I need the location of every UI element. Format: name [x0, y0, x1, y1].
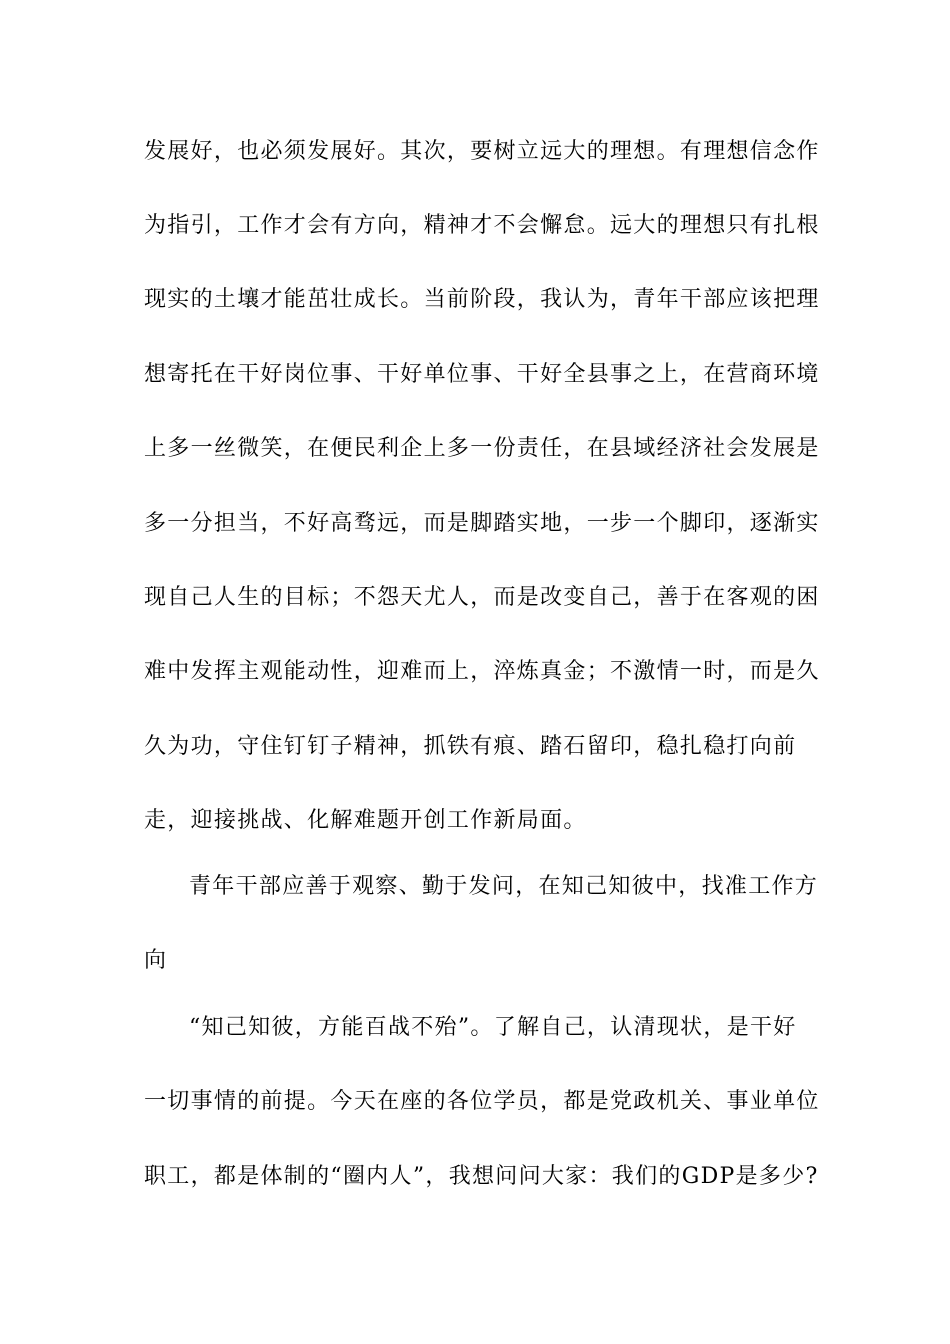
- text-line: 一切事情的前提。今天在座的各位学员，都是党政机关、事业单位: [144, 1089, 820, 1114]
- section-heading-line: 向: [144, 948, 168, 973]
- text-line: 现实的土壤才能茁壮成长。当前阶段，我认为，青年干部应该把理: [144, 287, 820, 312]
- text-line: 上多一丝微笑，在便民利企上多一份责任，在县域经济社会发展是: [144, 436, 820, 461]
- text-line: 现自己人生的目标；不怨天尤人，而是改变自己，善于在客观的困: [144, 585, 820, 610]
- text-line: 职工，都是体制的“圈内人”，我想问问大家：我们的GDP是多少?: [144, 1164, 819, 1189]
- section-heading-line: 青年干部应善于观察、勤于发问，在知己知彼中，找准工作方: [189, 874, 819, 899]
- text-line: 走，迎接挑战、化解难题开创工作新局面。: [144, 808, 587, 833]
- text-line: 为指引，工作才会有方向，精神才不会懈怠。远大的理想只有扎根: [144, 213, 820, 238]
- text-line: 难中发挥主观能动性，迎难而上，淬炼真金；不激情一时，而是久: [144, 659, 820, 684]
- text-line: 多一分担当，不好高骛远，而是脚踏实地，一步一个脚印，逐渐实: [144, 511, 820, 536]
- text-line: 想寄托在干好岗位事、干好单位事、干好全县事之上，在营商环境: [144, 362, 820, 387]
- text-line: “知己知彼，方能百战不殆”。了解自己，认清现状，是干好: [189, 1015, 797, 1040]
- text-line: 久为功，守住钉钉子精神，抓铁有痕、踏石留印，稳扎稳打向前: [144, 734, 797, 759]
- text-line: 发展好，也必须发展好。其次，要树立远大的理想。有理想信念作: [144, 139, 820, 164]
